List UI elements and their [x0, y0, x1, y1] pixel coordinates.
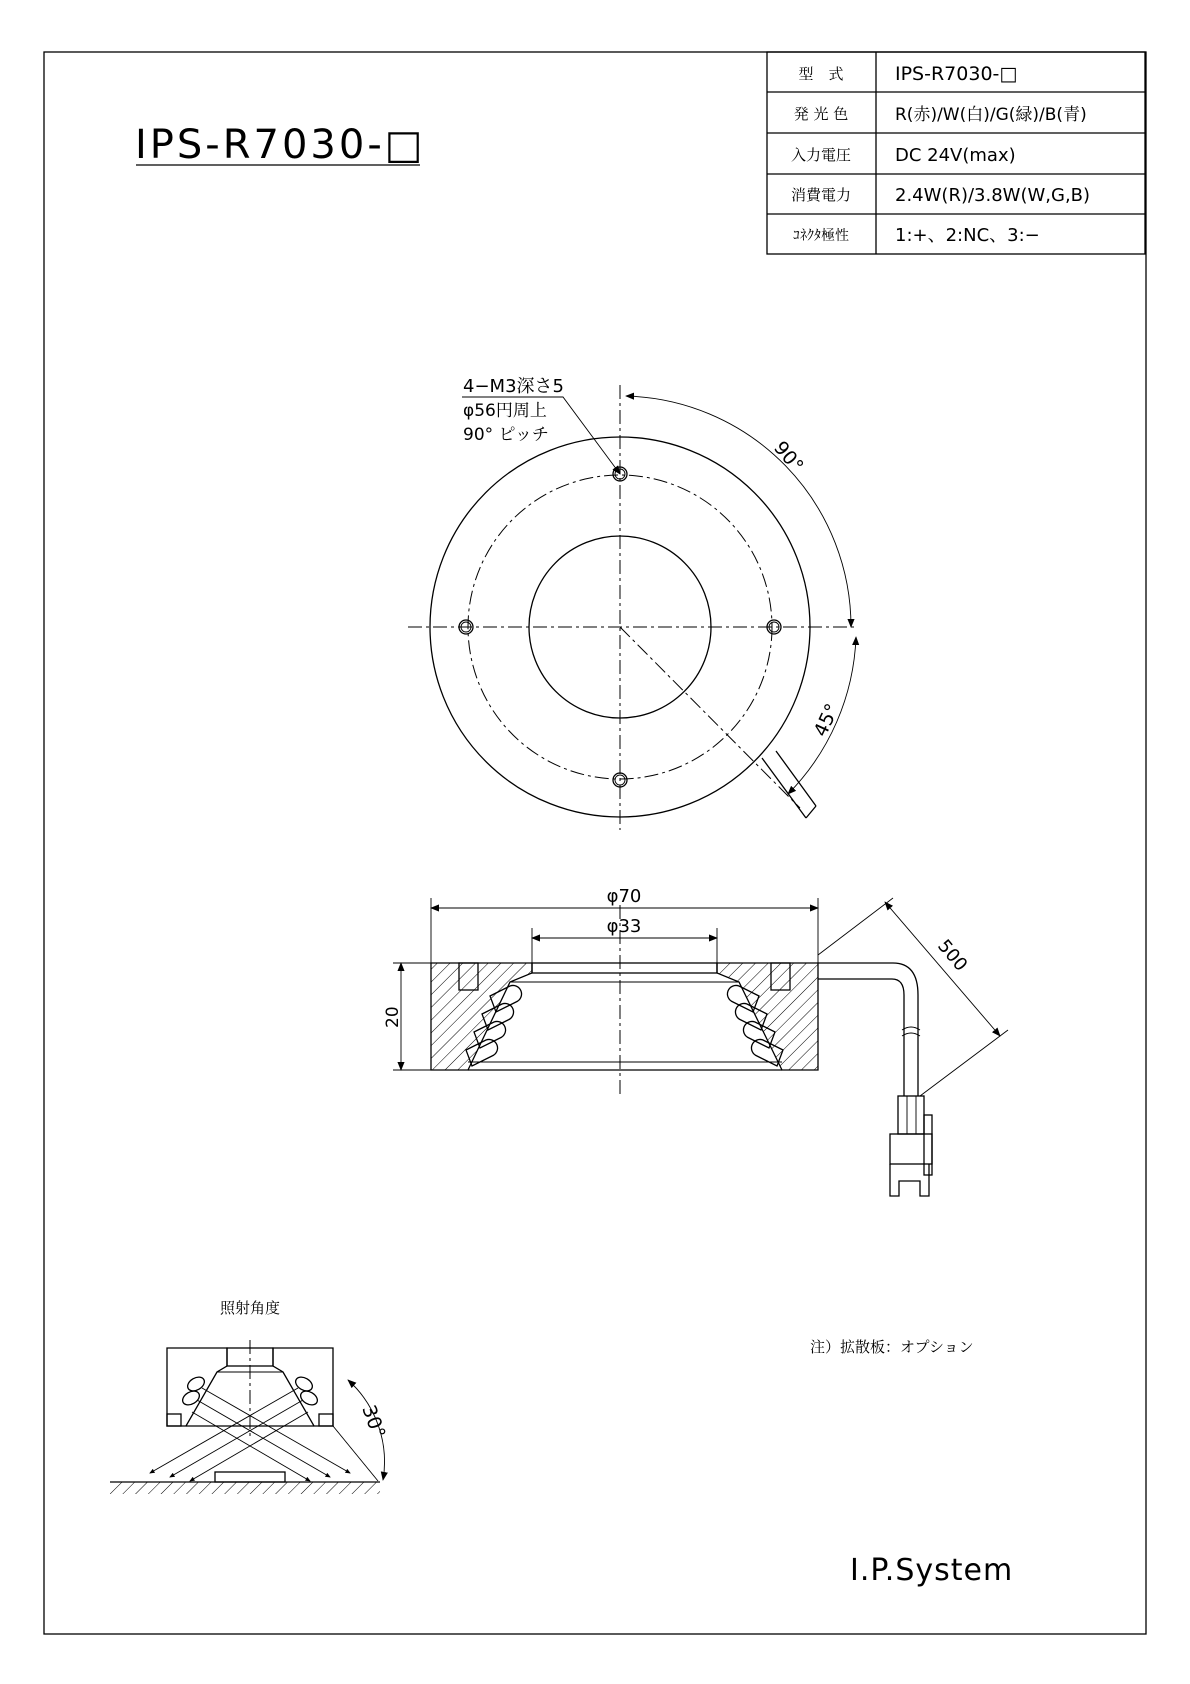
side-view — [383, 886, 1008, 1196]
spec-value-polarity: 1:+、2:NC、3:− — [895, 225, 1040, 246]
spec-label-voltage: 入力電圧 — [790, 146, 852, 164]
company-name: I.P.System — [850, 1553, 1014, 1588]
right-housing-section — [717, 963, 818, 1070]
spec-value-voltage: DC 24V(max) — [895, 145, 1016, 166]
spec-label-power: 消費電力 — [790, 186, 852, 204]
cable-centerline — [620, 627, 800, 808]
angle-90-arc — [626, 396, 851, 627]
cable-and-connector — [818, 963, 932, 1196]
angle-90-label: 90° — [769, 437, 808, 478]
dim-phi33: φ33 — [606, 916, 642, 937]
left-housing-section — [431, 963, 532, 1070]
irradiation-title: 照射角度 — [219, 1299, 281, 1317]
sheet-frame — [44, 52, 1146, 1634]
hole-note-line3: 90° ピッチ — [463, 425, 549, 445]
irradiation-angle: 30° — [357, 1402, 390, 1442]
dim-height: 20 — [383, 1006, 403, 1028]
hole-note-line1: 4−M3深さ5 — [463, 376, 564, 397]
spec-value-color: R(赤)/W(白)/G(緑)/B(青) — [895, 105, 1087, 125]
light-rays — [150, 1388, 378, 1481]
spec-value-model: IPS-R7030-□ — [895, 63, 1018, 85]
irradiation-diagram — [110, 1299, 389, 1494]
spec-label-model: 型 式 — [798, 65, 844, 83]
angle-45-label: 45° — [809, 700, 844, 741]
spec-label-color: 発 光 色 — [793, 105, 849, 123]
spec-value-power: 2.4W(R)/3.8W(W,G,B) — [895, 185, 1091, 206]
top-view — [408, 376, 858, 830]
spec-label-polarity: ｺﾈｸﾀ極性 — [793, 228, 849, 244]
diffuser-note: 注）拡散板：オプション — [810, 1338, 974, 1356]
drawing-title: IPS-R7030-□ — [135, 122, 426, 168]
dim-cable: 500 — [933, 935, 972, 976]
dim-phi70: φ70 — [606, 886, 642, 907]
dim-cable-line — [885, 902, 1000, 1036]
spec-table — [767, 52, 1145, 254]
diffuser-window — [532, 963, 717, 973]
hole-note-line2: φ56円周上 — [463, 401, 547, 421]
